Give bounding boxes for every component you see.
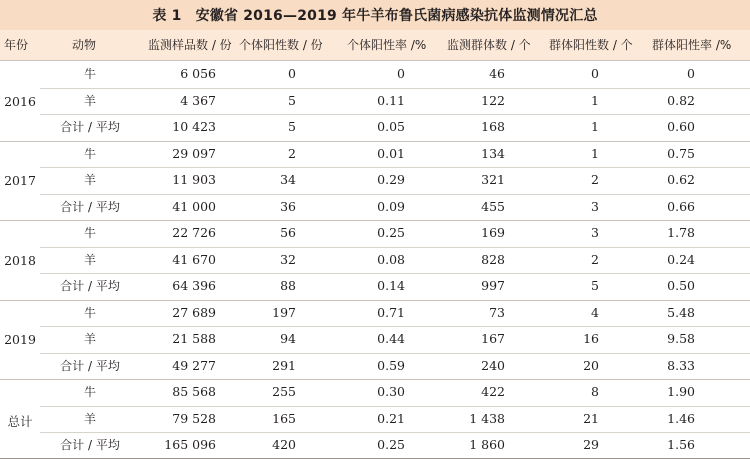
cell-ind-rate: 0.09 — [377, 198, 405, 214]
row-divider — [40, 273, 750, 274]
cell-samples: 27 689 — [172, 304, 216, 320]
cell-animal: 羊 — [83, 252, 96, 267]
cell-animal: 合计 / 平均 — [60, 199, 120, 214]
cell-herd-pos: 2 — [591, 251, 599, 267]
cell-animal: 合计 / 平均 — [60, 438, 120, 452]
header-individual-rate: 个体阳性率 /% — [347, 38, 427, 52]
cell-samples: 49 277 — [172, 357, 216, 373]
cell-ind-rate: 0.08 — [377, 251, 405, 267]
cell-herd-pos: 16 — [583, 331, 599, 346]
cell-herds: 422 — [481, 384, 505, 399]
cell-samples: 41 000 — [172, 198, 216, 214]
year-cell: 2016 — [4, 93, 36, 109]
cell-animal: 合计 / 平均 — [60, 120, 120, 134]
cell-herd-rate: 5.48 — [667, 304, 695, 320]
row-divider — [40, 406, 750, 407]
cell-animal: 合计 / 平均 — [60, 358, 120, 373]
cell-ind-pos: 255 — [272, 384, 296, 399]
cell-ind-rate: 0.71 — [377, 304, 405, 320]
group-divider — [0, 220, 750, 221]
cell-herds: 167 — [481, 331, 505, 346]
cell-samples: 6 056 — [180, 66, 216, 81]
header-year: 年份 — [4, 38, 29, 52]
cell-herd-rate: 1.78 — [667, 225, 695, 240]
cell-ind-rate: 0.11 — [377, 92, 405, 108]
cell-animal: 合计 / 平均 — [60, 279, 120, 293]
cell-samples: 29 097 — [172, 145, 216, 161]
cell-animal: 羊 — [83, 411, 96, 426]
cell-animal: 牛 — [83, 305, 96, 320]
cell-herd-pos: 1 — [591, 145, 599, 161]
cell-herd-pos: 2 — [591, 172, 599, 187]
cell-ind-pos: 94 — [280, 331, 296, 346]
cell-samples: 10 423 — [172, 119, 216, 134]
cell-ind-pos: 291 — [272, 357, 296, 373]
header-individual-positive: 个体阳性数 / 份 — [239, 38, 323, 52]
cell-ind-rate: 0.59 — [377, 357, 405, 373]
year-cell: 2018 — [4, 252, 36, 268]
cell-samples: 85 568 — [172, 384, 216, 399]
cell-ind-pos: 56 — [280, 225, 296, 240]
cell-ind-pos: 2 — [288, 145, 296, 161]
year-cell: 总计 — [7, 413, 33, 429]
cell-ind-pos: 5 — [288, 119, 296, 134]
cell-herd-pos: 5 — [591, 278, 599, 293]
cell-herd-rate: 1.90 — [667, 384, 695, 399]
cell-herd-pos: 29 — [583, 437, 599, 452]
table-title-text: 安徽省 2016—2019 年牛羊布鲁氏菌病感染抗体监测情况汇总 — [195, 8, 598, 24]
cell-animal: 羊 — [83, 332, 96, 346]
row-divider — [40, 432, 750, 433]
cell-herd-pos: 20 — [583, 357, 599, 373]
cell-ind-rate: 0 — [397, 66, 405, 81]
row-divider — [40, 194, 750, 195]
row-divider — [40, 247, 750, 248]
cell-ind-rate: 0.01 — [377, 145, 405, 161]
cell-ind-pos: 88 — [280, 278, 296, 293]
row-divider — [40, 167, 750, 168]
cell-herds: 168 — [481, 119, 505, 134]
cell-ind-pos: 5 — [288, 92, 296, 108]
cell-herd-pos: 3 — [591, 198, 599, 214]
row-divider — [40, 114, 750, 115]
cell-ind-pos: 32 — [280, 251, 296, 267]
cell-herd-rate: 0.75 — [667, 145, 695, 161]
cell-herds: 455 — [481, 198, 505, 214]
cell-herds: 46 — [489, 66, 505, 81]
cell-samples: 64 396 — [172, 278, 216, 293]
cell-herd-rate: 1.46 — [667, 410, 695, 426]
cell-ind-rate: 0.25 — [377, 437, 405, 452]
cell-herd-pos: 0 — [591, 66, 599, 81]
table-header — [0, 30, 750, 61]
cell-herd-pos: 1 — [591, 92, 599, 108]
cell-ind-pos: 34 — [280, 172, 296, 187]
group-divider — [0, 300, 750, 301]
cell-samples: 41 670 — [172, 251, 216, 267]
cell-herds: 134 — [481, 145, 505, 161]
cell-herds: 240 — [481, 357, 505, 373]
row-divider — [40, 88, 750, 89]
cell-ind-rate: 0.05 — [377, 119, 405, 134]
group-divider — [0, 379, 750, 380]
cell-herd-rate: 0.60 — [667, 119, 695, 134]
table-number: 表 1 — [152, 8, 182, 24]
year-cell: 2017 — [4, 173, 36, 189]
cell-herd-rate: 8.33 — [667, 357, 695, 373]
header-herd-rate: 群体阳性率 /% — [652, 38, 732, 52]
cell-herd-rate: 0.62 — [667, 172, 695, 187]
cell-herd-rate: 0.50 — [667, 278, 695, 293]
header-herd-positive: 群体阳性数 / 个 — [549, 38, 633, 52]
group-divider — [0, 141, 750, 142]
cell-herd-rate: 1.56 — [667, 437, 695, 452]
cell-herd-rate: 0.66 — [667, 198, 695, 214]
cell-herds: 321 — [481, 172, 505, 187]
cell-ind-pos: 165 — [272, 410, 296, 426]
cell-animal: 牛 — [83, 146, 96, 161]
cell-samples: 22 726 — [172, 225, 216, 240]
cell-herd-rate: 0.82 — [667, 92, 695, 108]
cell-animal: 羊 — [83, 173, 96, 187]
cell-ind-rate: 0.30 — [377, 384, 405, 399]
cell-samples: 11 903 — [172, 172, 216, 187]
row-divider — [40, 353, 750, 354]
cell-herd-rate: 0.24 — [667, 251, 695, 267]
cell-ind-rate: 0.21 — [377, 410, 405, 426]
cell-ind-pos: 420 — [272, 437, 296, 452]
cell-herds: 169 — [481, 225, 505, 240]
cell-animal: 牛 — [83, 67, 96, 81]
cell-herds: 828 — [481, 251, 505, 267]
cell-ind-rate: 0.29 — [377, 172, 405, 187]
cell-herds: 73 — [489, 304, 505, 320]
cell-animal: 羊 — [83, 93, 96, 108]
cell-animal: 牛 — [83, 226, 96, 240]
cell-herds: 1 860 — [469, 437, 505, 452]
year-cell: 2019 — [4, 332, 36, 348]
cell-ind-pos: 36 — [280, 198, 296, 214]
cell-samples: 4 367 — [180, 92, 216, 108]
cell-ind-rate: 0.44 — [377, 331, 405, 346]
cell-herd-pos: 8 — [591, 384, 599, 399]
cell-herd-pos: 3 — [591, 225, 599, 240]
cell-ind-pos: 197 — [272, 304, 296, 320]
cell-animal: 牛 — [83, 385, 96, 399]
table-title — [0, 0, 750, 30]
cell-herd-rate: 0 — [687, 66, 695, 81]
header-herds: 监测群体数 / 个 — [447, 38, 531, 52]
header-animal: 动物 — [72, 38, 97, 52]
cell-samples: 165 096 — [164, 437, 216, 452]
cell-samples: 21 588 — [172, 331, 216, 346]
row-divider — [40, 326, 750, 327]
cell-herd-rate: 9.58 — [667, 331, 695, 346]
cell-herd-pos: 21 — [583, 410, 599, 426]
cell-herd-pos: 4 — [591, 304, 599, 320]
header-samples: 监测样品数 / 份 — [148, 38, 232, 52]
cell-ind-rate: 0.25 — [377, 225, 405, 240]
cell-herd-pos: 1 — [591, 119, 599, 134]
cell-ind-pos: 0 — [288, 66, 296, 81]
cell-herds: 1 438 — [469, 410, 505, 426]
cell-herds: 997 — [481, 278, 505, 293]
cell-ind-rate: 0.14 — [377, 278, 405, 293]
cell-samples: 79 528 — [172, 410, 216, 426]
cell-herds: 122 — [481, 92, 505, 108]
